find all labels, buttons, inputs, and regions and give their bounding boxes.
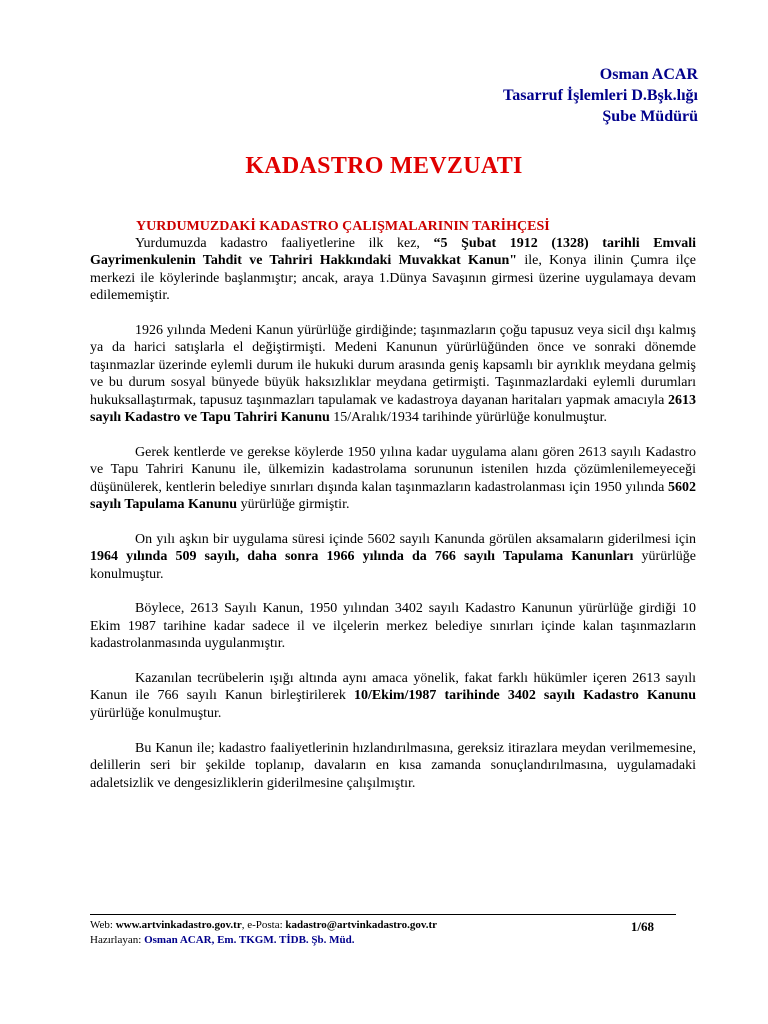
paragraph-bold-text: 1964 yılında 509 sayılı, daha sonra 1966 yılında da 766 sayılı Tapulama Kanunları: [90, 549, 634, 565]
paragraph-text: 1926 yılında Medeni Kanun yürürlüğe girdiğinde; taşınmazların çoğu tapusuz veya sicil dışı kalmış ya da harici satışlarla el değiştirmişti. Medeni Kanunun yürürlüğünden önce ve sonraki dönemde taşınmazlar üzerinde eylemli durum ile hukuki durum arasında geniş kapsamlı bir ayrıklık meydana gelmiş ve bu durum sosyal bünyede büyük haksızlıklar meydana getirmişti. Taşınmazlardaki eylemli durumları hukuksallaştırmak, tapusuz taşınmazları tapulamak ve kadastroya dayanan haritaları yapmak amacıyla: [90, 323, 696, 408]
paragraph-text: ile, Konya ilinin Çumra ilçe merkezi ile köylerinde başlanmıştır; ancak, araya 1.Dünya Savaşının girmesi üzerine uygulamaya devam edilememiştir.: [90, 253, 697, 304]
email-link[interactable]: kadastro@artvinkadastro.gov.tr: [285, 919, 438, 931]
paragraph-bold-text: 10/Ekim/1987 tarihinde 3402 sayılı Kadastro Kanunu: [353, 688, 696, 704]
paragraph: [90, 235, 696, 305]
eposta-label: , e-Posta:: [241, 919, 286, 931]
paragraph-bold-text: “5 Şubat 1912 (1328) tarihli Emvali Gayrimenkulenin Tahdit ve Tahriri Hakkındaki Muvakkat Kanun": [90, 236, 696, 269]
web-link[interactable]: www.artvinkadastro.gov.tr: [115, 919, 242, 931]
paragraph-bold-text: 2613 sayılı Kadastro ve Tapu Tahriri Kanunu: [90, 392, 696, 426]
paragraph: Bu Kanun ile; kadastro faaliyetlerinin hızlandırılmasına, gereksiz itirazlara meydan verilmemesine, delillerin seri bir şekilde toplanıp, davaların en kısa zamanda sonuçlandırılmasına, uygulamadaki adaletsizlik ve dengesizliklerin giderilmesine çalışılmıştır.: [90, 740, 696, 791]
document-body: [90, 235, 696, 809]
paragraph-text: yürürlüğe konulmuştur.: [90, 705, 222, 721]
prepared-by: Osman ACAR, Em. TKGM. TİDB. Şb. Müd.: [144, 934, 355, 946]
paragraph: [90, 444, 696, 514]
page-number: 1/68: [630, 919, 654, 934]
paragraph: [90, 322, 696, 426]
paragraph-text: yürürlüğe girmiştir.: [237, 497, 350, 513]
prepared-label: Hazırlayan:: [90, 934, 145, 946]
author-department: Tasarruf İşlemleri D.Bşk.lığı: [503, 87, 698, 104]
author-block: [503, 64, 698, 127]
footer-author-line: [90, 933, 676, 948]
paragraph-text: 15/Aralık/1934 tarihinde yürürlüğe konulmuştur.: [329, 410, 608, 426]
paragraph-text: yürürlüğe konulmuştur.: [90, 549, 696, 582]
section-title: YURDUMUZDAKİ KADASTRO ÇALIŞMALARININ TARİHÇESİ: [136, 219, 550, 234]
paragraph-text: On yılı aşkın bir uygulama süresi içinde 5602 sayılı Kanunda görülen aksamaların giderilmesi için: [135, 531, 696, 547]
paragraph: [90, 531, 696, 583]
paragraph-text: Kazanılan tecrübelerin ışığı altında aynı amaca yönelik, fakat farklı hükümler içeren 2613 sayılı Kanun ile 766 sayılı Kanun birleştirilerek: [90, 671, 696, 704]
paragraph: [90, 670, 696, 722]
web-label: Web:: [90, 919, 116, 931]
author-position: Şube Müdürü: [602, 108, 698, 125]
author-name: Osman ACAR: [599, 66, 698, 83]
paragraph: Böylece, 2613 Sayılı Kanun, 1950 yılından 3402 sayılı Kadastro Kanunun yürürlüğe girdiği 10 Ekim 1987 tarihine kadar sadece il ve ilçelerin merkez belediye sınırları içinde kalan taşınmazların kadastrolanmasında uygulanmıştır.: [90, 601, 696, 652]
paragraph-text: Gerek kentlerde ve gerekse köylerde 1950 yılına kadar uygulama alanı gören 2613 sayılı Kadastro ve Tapu Tahriri Kanunu ile, ülkemizin kadastrolama sorununun istenilen hızda çözümlenilemeyeceği düşünülerek, kentlerin belediye sınırları dışında kalan taşınmazların kadastrolanması için 1950 yılında: [90, 444, 696, 495]
footer: [90, 918, 676, 948]
footer-contact-line: [90, 918, 676, 933]
paragraph-text: Yurdumuzda kadastro faaliyetlerine ilk kez,: [135, 236, 434, 251]
footer-rule: [90, 914, 676, 915]
paragraph-bold-text: 5602 sayılı Tapulama Kanunu: [90, 479, 696, 513]
document-title: KADASTRO MEVZUATI: [245, 153, 523, 179]
